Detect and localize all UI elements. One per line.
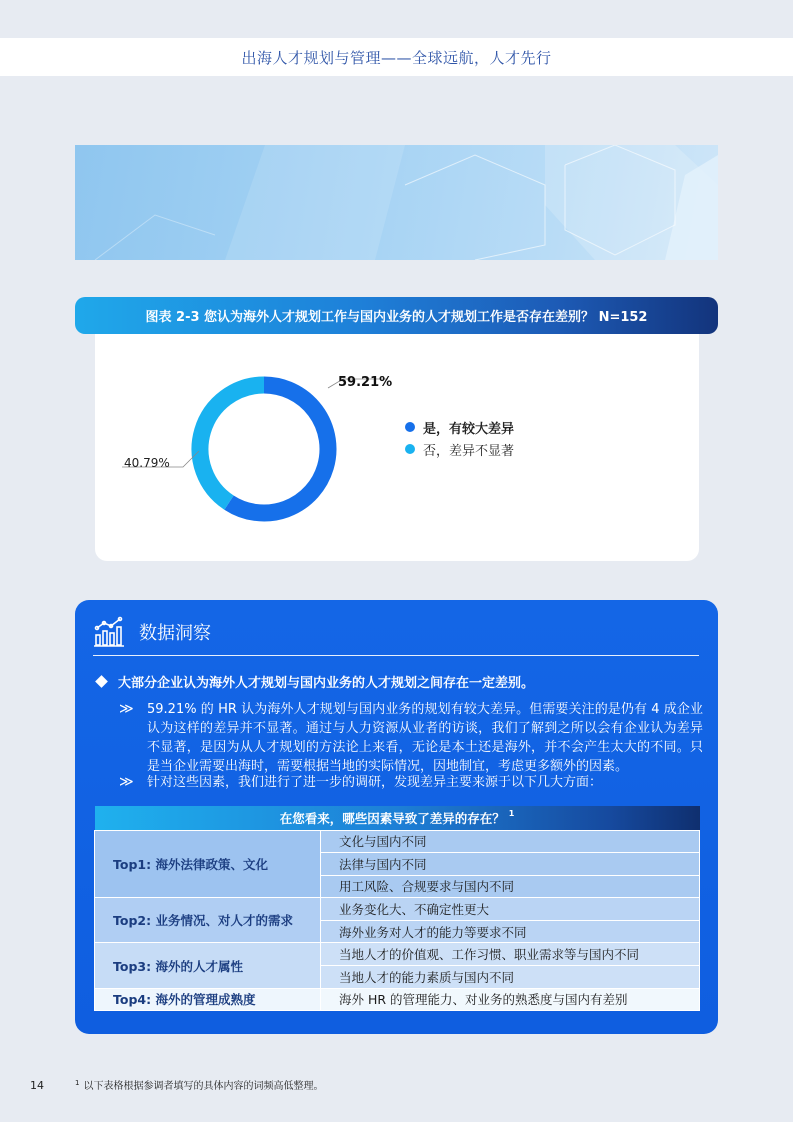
sub-point-2-text: 针对这些因素，我们进行了进一步的调研，发现差异主要来源于以下几大方面： xyxy=(147,775,603,790)
slice-yes xyxy=(229,385,328,513)
factor-item-cell: 业务变化大、不确定性更大 xyxy=(321,898,700,921)
double-chevron-icon: ≫ xyxy=(119,701,134,717)
legend-dot-cyan xyxy=(405,444,415,454)
main-point xyxy=(95,672,534,691)
chart-legend xyxy=(405,416,514,460)
decorative-banner xyxy=(75,145,718,260)
divider xyxy=(93,655,699,656)
legend-label-no: 否，差异不显著 xyxy=(423,443,515,459)
page-header xyxy=(0,38,793,76)
insight-header xyxy=(93,612,211,652)
table-row xyxy=(95,943,700,966)
factor-item-cell: 海外业务对人才的能力等要求不同 xyxy=(321,920,700,943)
footnote-mark: 1 xyxy=(508,808,515,818)
factor-item-cell: 当地人才的能力素质与国内不同 xyxy=(321,966,700,989)
slice-label-no: 40.79% xyxy=(124,456,170,470)
header-title: 出海人才规划与管理——全球远航，人才先行 xyxy=(241,48,552,67)
factors-table xyxy=(94,806,700,1011)
diamond-bullet-icon xyxy=(95,675,108,688)
top-factor-cell: Top1: 海外法律政策、文化 xyxy=(95,830,321,898)
factor-item-cell: 文化与国内不同 xyxy=(321,830,700,853)
chart-title-bar xyxy=(75,297,718,334)
factor-item-cell: 用工风险、合规要求与国内不同 xyxy=(321,875,700,898)
sub-point-1-text: 59.21% 的 HR 认为海外人才规划与国内业务的规划有较大差异。但需要关注的是仍有 4 成企业认为这样的差异并不显著。通过与人力资源从业者的访谈，我们了解到之所以会有企业认为差异不显著，是因为从人才规划的方法论上来看，无论是本土还是海外，并不会产生太大的不同。只是当企业需要出海时，需要根据当地的实际情况，因地制宜，考虑更多额外的因素。 xyxy=(147,702,703,774)
factor-item-cell: 法律与国内不同 xyxy=(321,853,700,876)
footnote xyxy=(75,1077,323,1092)
page-number: 14 xyxy=(30,1079,44,1092)
double-chevron-icon: ≫ xyxy=(119,774,134,790)
donut-chart xyxy=(95,334,699,561)
slice-label-yes: 59.21% xyxy=(338,375,393,390)
data-insight-panel xyxy=(75,600,718,1034)
chart-title: 图表 2-3 您认为海外人才规划工作与国内业务的人才规划工作是否存在差别？ N=152 xyxy=(145,310,648,325)
sub-point-1 xyxy=(119,700,703,776)
chart-growth-icon xyxy=(93,616,125,648)
main-point-text: 大部分企业认为海外人才规划与国内业务的人才规划之间存在一定差别。 xyxy=(118,676,535,691)
chart-card xyxy=(95,334,699,561)
table-header-text: 在您看来，哪些因素导致了差异的存在？ xyxy=(279,810,505,826)
legend-label-yes: 是，有较大差异 xyxy=(423,421,515,437)
legend-item-no xyxy=(405,438,514,460)
footnote-mark: 1 xyxy=(75,1078,80,1087)
table-row xyxy=(95,988,700,1011)
legend-dot-blue xyxy=(405,422,415,432)
factor-item-cell: 海外 HR 的管理能力、对业务的熟悉度与国内有差别 xyxy=(321,988,700,1011)
footnote-text: 以下表格根据参调者填写的具体内容的词频高低整理。 xyxy=(83,1081,324,1092)
slice-no xyxy=(200,385,264,503)
legend-item-yes xyxy=(405,416,514,438)
table-row xyxy=(95,898,700,921)
sub-point-2 xyxy=(119,773,703,792)
top-factor-cell: Top3: 海外的人才属性 xyxy=(95,943,321,988)
insight-title: 数据洞察 xyxy=(139,623,211,644)
table-row xyxy=(95,830,700,853)
factor-item-cell: 当地人才的价值观、工作习惯、职业需求等与国内不同 xyxy=(321,943,700,966)
top-factor-cell: Top2: 业务情况、对人才的需求 xyxy=(95,898,321,943)
top-factor-cell: Top4: 海外的管理成熟度 xyxy=(95,988,321,1011)
table-header xyxy=(95,806,700,830)
table-header-row xyxy=(95,806,700,830)
banner-graphic xyxy=(75,145,718,260)
